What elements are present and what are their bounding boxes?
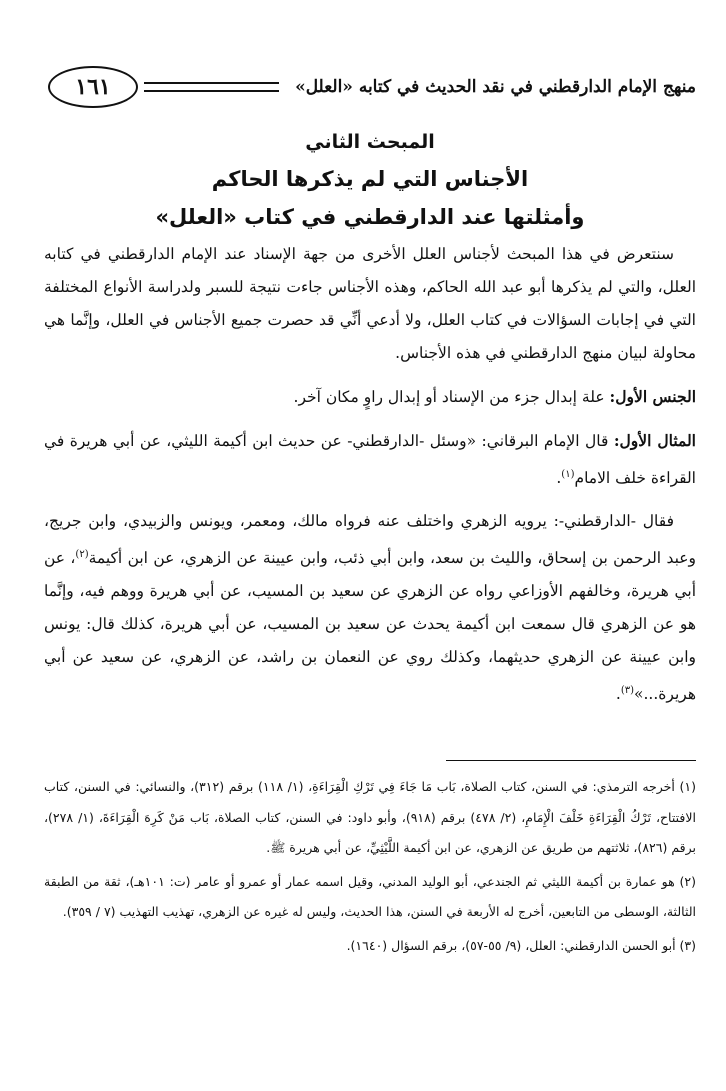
answer-text-2: ، عن أبي هريرة، وخالفهم الأوزاعي رواه عن الزهري عن سعيد بن المسيب، عن أبي هريرة ووهم فيه، وإنَّما هو عن الزهري قال سمعت ابن أكيمة يحدث عن سعيد بن المسيب، عن أبي هريرة، كذلك قال: يونس وابن عيينة عن الزهري حديثهما، وكذلك روي عن النعمان بن راشد، عن الزهري، عن سعيد عن أبي هريرة...» (44, 549, 696, 704)
footnote-ref-3[interactable]: (٣) (620, 685, 635, 697)
example-text: قال الإمام البرقاني: «وسئل -الدارقطني- عن حديث ابن أكيمة الليثي، عن أبي هريرة في القراءة خلف الامام (44, 432, 696, 488)
genus-label: الجنس الأول: (609, 387, 696, 406)
example-paragraph: المثال الأول: قال الإمام البرقاني: «وسئل -الدارقطني- عن حديث ابن أكيمة الليثي، عن أبي هريرة في القراءة خلف الامام$^{(١)}$. (44, 431, 696, 488)
answer-text-1: فقال -الدارقطني-: يرويه الزهري واختلف عنه فرواه مالك، ومعمر، ويونس والزبيدي، وابن جريج، وعبد الرحمن بن إسحاق، والليث بن سعد، وابن أبي ذئب، وابن عيينة عن الزهري، عن ابن أكيمة (44, 512, 696, 568)
footnote-ref-2[interactable]: (٢) (75, 549, 89, 561)
main-text (44, 238, 696, 711)
footnote-ref-1[interactable]: (١) (561, 469, 575, 480)
example-label: المثال الأول: (613, 431, 696, 450)
answer-paragraph: فقال -الدارقطني-: يرويه الزهري واختلف عنه فرواه مالك، ومعمر، ويونس والزبيدي، وابن جريج، وعبد الرحمن بن إسحاق، والليث بن سعد، وابن أبي ذئب، وابن عيينة عن الزهري، عن ابن أكيمة$^{(٢)}$، عن أبي هريرة، وخالفهم الأوزاعي رواه عن الزهري عن سعيد بن المسيب، عن أبي هريرة ووهم فيه، وإنَّما هو عن الزهري قال سمعت ابن أكيمة يحدث عن سعيد بن المسيب، عن أبي هريرة، كذلك قال: يونس وابن عيينة عن الزهري حديثهما، وكذلك روي عن النعمان بن راشد، عن الزهري، عن سعيد عن أبي هريرة...»$^{(٣)}$. (44, 512, 696, 704)
section-heading: المبحث الثاني (305, 131, 435, 153)
footnote-3: (٣) أبو الحسن الدارقطني: العلل، (٩/ ٥٥-٥٧)، برقم السؤال (١٦٤٠). (346, 937, 696, 953)
running-title: منهج الإمام الدارقطني في نقد الحديث في كتابه «العلل» (295, 77, 696, 97)
intro-paragraph: سنتعرض في هذا المبحث لأجناس العلل الأخرى من جهة الإسناد عند الإمام الدارقطني في كتابه العلل، والتي لم يذكرها أبو عبد الله الحاكم، وهذه الأجناس جاءت نتيجة للسبر ولدراسة الأنواع المختلفة التي في إجابات السؤالات في كتاب العلل، ولا أدعي أنِّي قد حصرت جميع الأجناس في العلل، وإنَّما هي محاولة لبيان منهج الدارقطني في هذه الأجناس. (44, 245, 696, 362)
page-header (48, 62, 696, 112)
footnote-1: (١) أخرجه الترمذي: في السنن، كتاب الصلاة، بَاب مَا جَاءَ فِي تَرْكِ الْقِرَاءَةِ، (١/ ١١٨) برقم (٣١٢)، والنسائي: في السنن، كتاب الافتتاح، تَرْكُ الْقِرَاءَةِ خَلْفَ الْإِمَامِ، (٢/ ٤٧٨) برقم (٩١٨)، وأبو داود: في السنن، كتاب الصلاة، بَاب مَنْ كَرِهَ الْقِرَاءَةَ، (١/ ٢٧٨)، برقم (٨٢٦)، ثلاثتهم من طريق عن الزهري، عن ابن أكيمة اللَّيْثِيِّ، عن أبي هريرة ﷺ. (44, 779, 696, 855)
section-title-line2: وأمثلتها عند الدارقطني في كتاب «العلل» (155, 205, 585, 229)
footnote-2: (٢) هو عمارة بن أكيمة الليثي ثم الجندعي، أبو الوليد المدني، وقيل اسمه عمار أو عمرو أو عامر (ت: ١٠١هـ)، ثقة من الطبقة الثالثة، الوسطى من التابعين، أخرج له الأربعة في السنن، هذا الحديث، وليس له غيره عن الزهري، تهذيب التهذيب (٧ / ٣٥٩). (44, 873, 696, 919)
header-rule (144, 82, 279, 92)
footnotes (44, 772, 696, 961)
page-number: ١٦١ (48, 66, 138, 108)
footnote-separator (446, 760, 696, 761)
section-headings (44, 124, 696, 236)
section-title-line1: الأجناس التي لم يذكرها الحاكم (211, 167, 529, 191)
genus-text: علة إبدال جزء من الإسناد أو إبدال راوٍ مكان آخر. (293, 388, 605, 406)
genus-paragraph (44, 380, 696, 414)
